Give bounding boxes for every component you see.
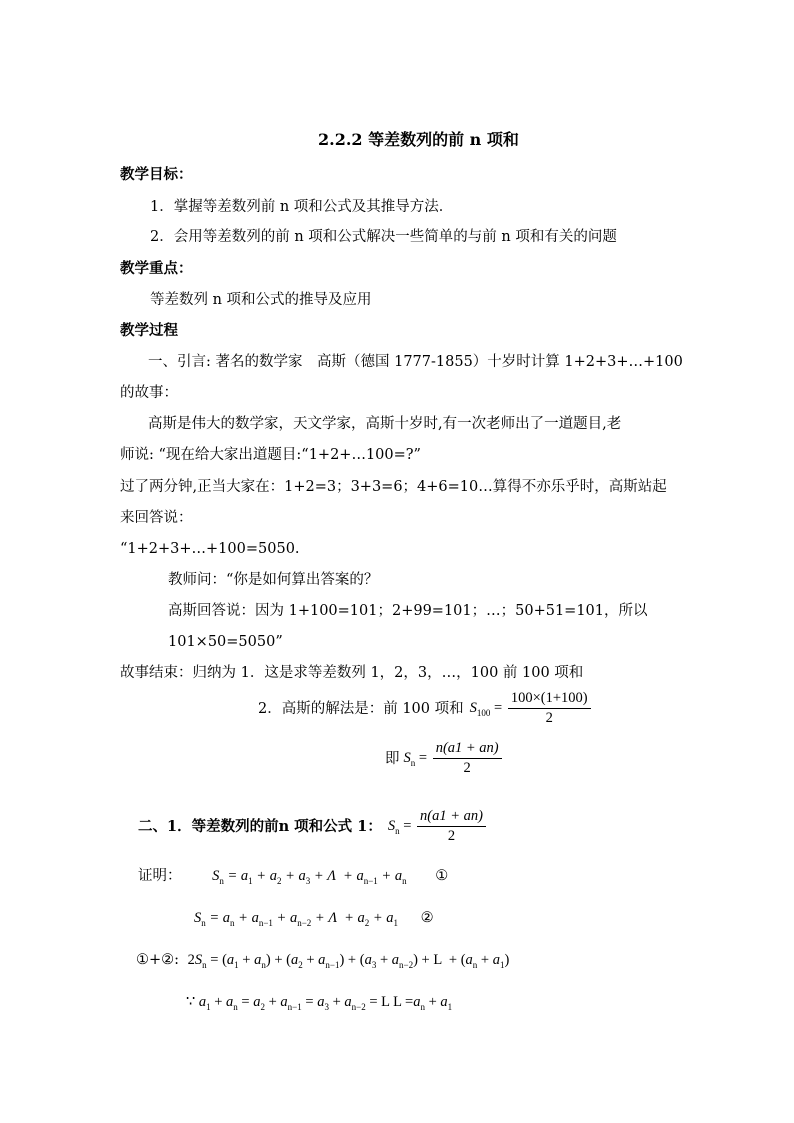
proof-equation-2: $S_n = a_n + a_{n-1} + a_{n-2} + \Lambda + a_2 + a_1$	[194, 910, 399, 928]
formula1-numerator: n(a1 + an)	[417, 808, 486, 827]
proof-line-3	[136, 950, 509, 970]
story-line: 来回答说：	[120, 510, 193, 526]
intro-line: 的故事：	[120, 385, 178, 401]
proof-equation-3: $2S_n = (a_1 + a_n) + (a_2 + a_{n-1}) + (a_3 + a_{n-2}) + L + (a_n + a_1)$	[187, 952, 510, 970]
proof-line-4	[186, 992, 452, 1012]
marker-1: ①	[435, 868, 449, 884]
intro-line: 一、引言: 著名的数学家 高斯（德国 1777-1855）十岁时计算 1+2+3+…+100	[148, 354, 683, 370]
teacher-question: 教师问：“你是如何算出答案的？	[168, 572, 379, 588]
proof-line-2	[194, 908, 434, 928]
process-heading: 教学过程	[120, 322, 178, 339]
s100-numerator: 100×(1+100)	[508, 690, 591, 709]
story-line: 师说: “现在给大家出道题目:“1+2+…100=?”	[120, 447, 421, 463]
s100-fraction	[508, 690, 591, 727]
objective-item: 1．掌握等差数列前 n 项和公式及其推导方法．	[150, 199, 454, 215]
proof-line-1	[138, 866, 448, 886]
ji-prefix: 即	[385, 750, 400, 767]
story-line: 过了两分钟,正当大家在：1+2=3；3+3=6；4+6=10…算得不亦乐乎时，高斯站起	[120, 479, 667, 495]
formula1-fraction	[417, 808, 486, 845]
proof-label: 证明：	[138, 868, 182, 884]
objectives-heading: 教学目标：	[120, 166, 193, 183]
sn-numerator: n(a1 + an)	[433, 740, 502, 759]
key-points-heading: 教学重点：	[120, 260, 193, 277]
formula1: $S_n$ = $\frac{n(a1 + an)}{2}$	[388, 808, 488, 845]
sn-denominator: 2	[463, 760, 471, 776]
key-points-text: 等差数列 n 项和公式的推导及应用	[150, 292, 372, 308]
sn-formula-line	[385, 740, 504, 777]
page-title: 2.2.2 等差数列的前 n 项和	[318, 130, 519, 149]
section2-heading-line	[138, 808, 488, 845]
story-line: “1+2+3+…+100=5050.	[120, 541, 300, 557]
marker-2: ②	[420, 910, 434, 926]
objective-item: 2．会用等差数列的前 n 项和公式解决一些简单的与前 n 项和有关的问题	[150, 229, 617, 245]
proof-equation-4: ∵ $a_1 + a_n = a_2 + a_{n-1} = a_3 + a_{n-2} = L$ $L =a_n + a_1$	[186, 994, 453, 1012]
proof-equation-1: $S_n = a_1 + a_2 + a_3 + \Lambda + a_{n-1} + a_n$	[212, 868, 407, 886]
gauss-answer: 101×50=5050”	[168, 634, 283, 650]
s100-formula: $S_{100}$ = $\frac{100\times(1+100)}{2}$	[470, 690, 593, 727]
s100-denominator: 2	[545, 710, 553, 726]
sn-formula: $S_n$ = $\frac{n(a1 + an)}{2}$	[404, 740, 504, 777]
sn-fraction	[433, 740, 502, 777]
conclusion-prefix: 2．高斯的解法是：前 100 项和	[258, 700, 464, 717]
formula1-denominator: 2	[447, 828, 456, 844]
conclusion-formula-line	[258, 690, 593, 727]
sum-label: ①+②:	[136, 952, 180, 968]
conclusion-line: 故事结束：归纳为 1．这是求等差数列 1，2，3，…，100 前 100 项和	[120, 665, 584, 681]
section2-heading: 二、1．等差数列的前n 项和公式 1：	[138, 817, 382, 835]
gauss-answer: 高斯回答说：因为 1+100=101；2+99=101；…；50+51=101，所以	[168, 603, 648, 619]
story-line: 高斯是伟大的数学家，天文学家，高斯十岁时,有一次老师出了一道题目,老	[148, 416, 622, 432]
